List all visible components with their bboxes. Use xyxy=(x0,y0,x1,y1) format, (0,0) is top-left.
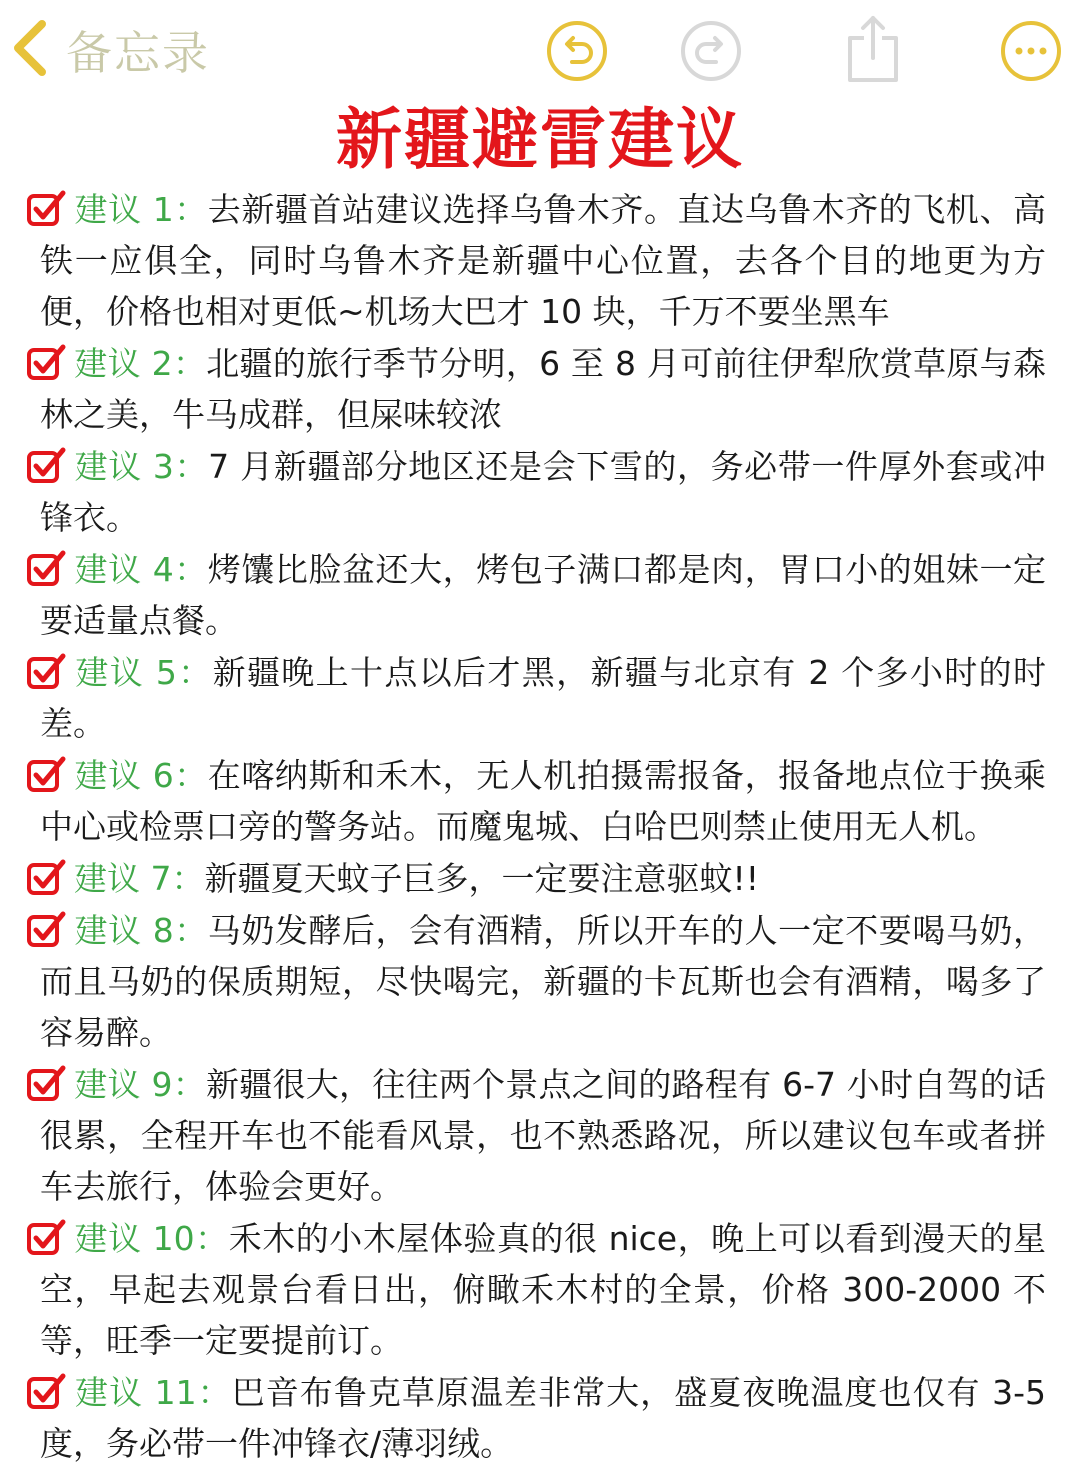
list-item xyxy=(26,544,1046,646)
tip-text: 新疆晚上十点以后才黑，新疆与北京有 2 个多小时的时差。 xyxy=(40,653,1046,743)
tips-list xyxy=(26,184,1046,1466)
undo-icon[interactable] xyxy=(546,20,608,82)
tip-text: 新疆很大，往往两个景点之间的路程有 6-7 小时自驾的话很累，全程开车也不能看风景，也不熟悉路况，所以建议包车或者拼车去旅行，体验会更好。 xyxy=(40,1065,1046,1206)
share-icon[interactable] xyxy=(842,14,904,76)
tip-label: 建议 1： xyxy=(74,190,208,229)
list-item xyxy=(26,338,1046,440)
tip-label: 建议 4： xyxy=(74,550,208,589)
list-item xyxy=(26,905,1046,1058)
checkbox-checked-icon[interactable] xyxy=(26,1218,66,1256)
tip-label: 建议 7： xyxy=(74,859,205,898)
checkbox-checked-icon[interactable] xyxy=(26,858,66,896)
tip-text: 禾木的小木屋体验真的很 nice，晚上可以看到漫天的星空，早起去观景台看日出，俯瞰禾木村的全景，价格 300-2000 不等，旺季一定要提前订。 xyxy=(40,1219,1046,1360)
list-item xyxy=(26,750,1046,852)
tip-label: 建议 5： xyxy=(74,653,213,692)
list-item xyxy=(26,1059,1046,1212)
more-icon[interactable] xyxy=(1000,20,1062,82)
list-item xyxy=(26,647,1046,749)
tip-label: 建议 8： xyxy=(74,911,208,950)
redo-icon[interactable] xyxy=(680,20,742,82)
checkbox-checked-icon[interactable] xyxy=(26,549,66,587)
tip-label: 建议 10： xyxy=(74,1219,229,1258)
tip-text: 马奶发酵后，会有酒精，所以开车的人一定不要喝马奶，而且马奶的保质期短，尽快喝完，新疆的卡瓦斯也会有酒精，喝多了容易醉。 xyxy=(40,911,1046,1052)
list-item xyxy=(26,184,1046,337)
back-label: 备忘录 xyxy=(66,26,210,80)
checkbox-checked-icon[interactable] xyxy=(26,343,66,381)
tip-text: 去新疆首站建议选择乌鲁木齐。直达乌鲁木齐的飞机、高铁一应俱全，同时乌鲁木齐是新疆中心位置，去各个目的地更为方便，价格也相对更低~机场大巴才 10 块，千万不要坐黑车 xyxy=(40,190,1046,331)
tip-label: 建议 3： xyxy=(74,447,209,486)
checkbox-checked-icon[interactable] xyxy=(26,446,66,484)
list-item xyxy=(26,853,1046,904)
tip-text: 烤馕比脸盆还大，烤包子满口都是肉，胃口小的姐妹一定要适量点餐。 xyxy=(40,550,1046,640)
checkbox-checked-icon[interactable] xyxy=(26,1372,66,1410)
tip-text: 新疆夏天蚊子巨多，一定要注意驱蚊!! xyxy=(204,859,759,898)
tip-label: 建议 2： xyxy=(74,344,207,383)
chevron-left-icon xyxy=(8,18,52,82)
tip-text: 7 月新疆部分地区还是会下雪的，务必带一件厚外套或冲锋衣。 xyxy=(40,447,1046,537)
tip-text: 巴音布鲁克草原温差非常大，盛夏夜晚温度也仅有 3-5 度，务必带一件冲锋衣/薄羽绒。 xyxy=(40,1373,1046,1463)
checkbox-checked-icon[interactable] xyxy=(26,910,66,948)
tip-text: 在喀纳斯和禾木，无人机拍摄需报备，报备地点位于换乘中心或检票口旁的警务站。而魔鬼城、白哈巴则禁止使用无人机。 xyxy=(40,756,1046,846)
checkbox-checked-icon[interactable] xyxy=(26,189,66,227)
tip-label: 建议 9： xyxy=(74,1065,207,1104)
back-button[interactable] xyxy=(8,14,210,86)
checkbox-checked-icon[interactable] xyxy=(26,652,66,690)
list-item xyxy=(26,1213,1046,1366)
checkbox-checked-icon[interactable] xyxy=(26,1064,66,1102)
list-item xyxy=(26,441,1046,543)
tip-label: 建议 11： xyxy=(74,1373,232,1412)
checkbox-checked-icon[interactable] xyxy=(26,755,66,793)
top-toolbar xyxy=(0,0,1080,100)
tip-label: 建议 6： xyxy=(74,756,208,795)
page-title: 新疆避雷建议 xyxy=(336,101,744,178)
tip-text: 北疆的旅行季节分明，6 至 8 月可前往伊犁欣赏草原与森林之美，牛马成群，但屎味较浓 xyxy=(40,344,1046,434)
list-item xyxy=(26,1367,1046,1466)
